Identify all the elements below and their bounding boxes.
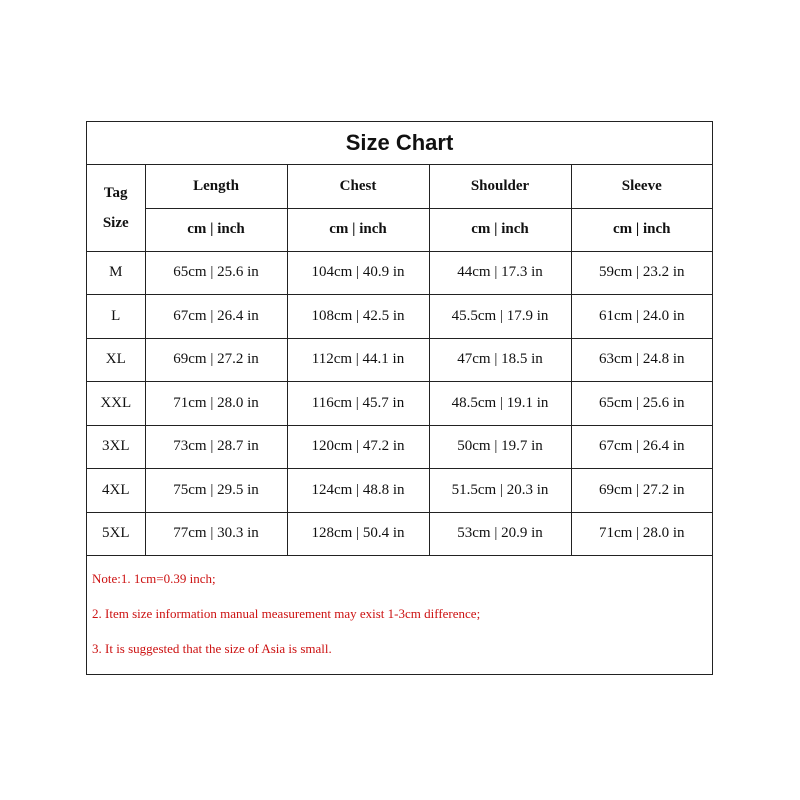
unit-chest: cm | inch bbox=[287, 208, 429, 251]
chart-title: Size Chart bbox=[87, 122, 712, 165]
length-cell: 65cm | 25.6 in bbox=[145, 251, 287, 295]
column-header-length: Length bbox=[145, 165, 287, 208]
unit-row bbox=[87, 208, 712, 251]
shoulder-cell: 48.5cm | 19.1 in bbox=[429, 382, 571, 426]
unit-length: cm | inch bbox=[145, 208, 287, 251]
length-cell: 71cm | 28.0 in bbox=[145, 382, 287, 426]
shoulder-cell: 50cm | 19.7 in bbox=[429, 425, 571, 469]
size-cell: 3XL bbox=[87, 425, 145, 469]
size-cell: L bbox=[87, 295, 145, 339]
table-row bbox=[87, 338, 712, 382]
length-cell: 73cm | 28.7 in bbox=[145, 425, 287, 469]
table-row bbox=[87, 425, 712, 469]
shoulder-cell: 45.5cm | 17.9 in bbox=[429, 295, 571, 339]
table-row bbox=[87, 512, 712, 556]
chest-cell: 128cm | 50.4 in bbox=[287, 512, 429, 556]
sleeve-cell: 65cm | 25.6 in bbox=[571, 382, 712, 426]
sleeve-cell: 69cm | 27.2 in bbox=[571, 469, 712, 513]
column-header-sleeve: Sleeve bbox=[571, 165, 712, 208]
tag-label: Tag bbox=[103, 184, 128, 201]
note-1: Note:1. 1cm=0.39 inch; bbox=[92, 571, 216, 586]
table-row bbox=[87, 382, 712, 426]
size-cell: 4XL bbox=[87, 469, 145, 513]
sleeve-cell: 63cm | 24.8 in bbox=[571, 338, 712, 382]
size-cell: 5XL bbox=[87, 512, 145, 556]
shoulder-cell: 53cm | 20.9 in bbox=[429, 512, 571, 556]
tag-size-header bbox=[87, 165, 145, 251]
column-header-chest: Chest bbox=[287, 165, 429, 208]
sleeve-cell: 61cm | 24.0 in bbox=[571, 295, 712, 339]
length-cell: 69cm | 27.2 in bbox=[145, 338, 287, 382]
chest-cell: 124cm | 48.8 in bbox=[287, 469, 429, 513]
size-table bbox=[87, 165, 712, 556]
note-2: 2. Item size information manual measurement may exist 1-3cm difference; bbox=[92, 606, 481, 621]
table-row bbox=[87, 295, 712, 339]
table-row bbox=[87, 469, 712, 513]
chest-cell: 108cm | 42.5 in bbox=[287, 295, 429, 339]
shoulder-cell: 47cm | 18.5 in bbox=[429, 338, 571, 382]
chest-cell: 104cm | 40.9 in bbox=[287, 251, 429, 295]
sleeve-cell: 67cm | 26.4 in bbox=[571, 425, 712, 469]
note-3: 3. It is suggested that the size of Asia is small. bbox=[92, 641, 332, 656]
shoulder-cell: 44cm | 17.3 in bbox=[429, 251, 571, 295]
sleeve-cell: 59cm | 23.2 in bbox=[571, 251, 712, 295]
chest-cell: 120cm | 47.2 in bbox=[287, 425, 429, 469]
table-row bbox=[87, 251, 712, 295]
size-cell: XXL bbox=[87, 382, 145, 426]
column-header-shoulder: Shoulder bbox=[429, 165, 571, 208]
notes-section bbox=[87, 556, 712, 674]
header-row bbox=[87, 165, 712, 208]
size-cell: XL bbox=[87, 338, 145, 382]
length-cell: 67cm | 26.4 in bbox=[145, 295, 287, 339]
unit-shoulder: cm | inch bbox=[429, 208, 571, 251]
size-cell: M bbox=[87, 251, 145, 295]
table-body bbox=[87, 251, 712, 556]
unit-sleeve: cm | inch bbox=[571, 208, 712, 251]
chest-cell: 116cm | 45.7 in bbox=[287, 382, 429, 426]
length-cell: 77cm | 30.3 in bbox=[145, 512, 287, 556]
chest-cell: 112cm | 44.1 in bbox=[287, 338, 429, 382]
size-label-header: Size bbox=[102, 214, 129, 231]
shoulder-cell: 51.5cm | 20.3 in bbox=[429, 469, 571, 513]
sleeve-cell: 71cm | 28.0 in bbox=[571, 512, 712, 556]
size-chart bbox=[86, 121, 713, 675]
length-cell: 75cm | 29.5 in bbox=[145, 469, 287, 513]
